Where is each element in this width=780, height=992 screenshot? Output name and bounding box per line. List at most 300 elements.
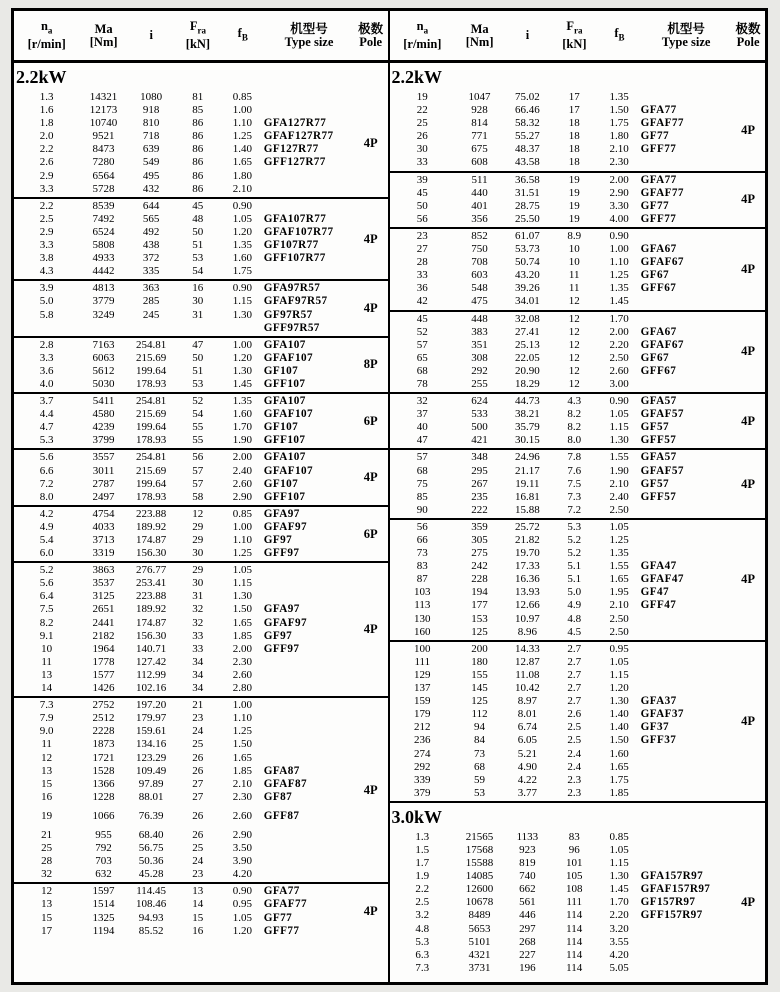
cell-i: 43.58 (515, 156, 540, 169)
cell-ma: 14085 (465, 870, 494, 883)
cell-fb: 1.10 (232, 534, 252, 546)
header-fb (221, 27, 264, 45)
cell-type (264, 725, 354, 738)
cell-na: 100 (414, 642, 431, 655)
cell-type (641, 613, 732, 626)
cell-type: GFF67 (640, 364, 677, 377)
cell-fb: 1.40 (609, 721, 629, 734)
cell-fra: 108 (565, 883, 583, 896)
cell-i: 6.05 (517, 734, 537, 747)
cell-type (641, 831, 732, 844)
cell-fb: 2.10 (609, 477, 629, 490)
cell-type: GFA77 (640, 173, 677, 186)
cell-i: 102.16 (136, 682, 167, 695)
cell-fra: 29 (192, 534, 204, 546)
cell-ma: 771 (471, 130, 488, 143)
cell-na: 130 (414, 612, 431, 625)
cell-fb: 1.15 (609, 857, 629, 870)
table-row (390, 130, 732, 143)
cell-fb: 3.20 (609, 922, 629, 935)
cell-pole: 4P (741, 122, 756, 137)
row-group (390, 518, 766, 640)
cell-fra: 55 (192, 421, 204, 434)
header-fb-label: $f_B$ (237, 25, 248, 43)
cell-ma: 1325 (92, 911, 115, 924)
cell-na: 33 (416, 269, 428, 282)
cell-type: GFF107 (263, 434, 306, 447)
cell-fb: 1.30 (232, 364, 252, 377)
cell-fra: 2.6 (567, 708, 582, 721)
table-row (390, 656, 732, 669)
power-section (390, 801, 766, 976)
cell-type: GFAF77 (263, 898, 307, 911)
cell-type (641, 534, 732, 547)
cell-ma: 94 (474, 721, 486, 734)
cell-type: GF77 (263, 911, 293, 924)
cell-fra: 23 (192, 868, 204, 881)
table-row (14, 395, 354, 408)
cell-fb: 1.80 (609, 130, 629, 143)
cell-i: 50.36 (138, 855, 164, 868)
cell-na: 45 (416, 186, 428, 199)
cell-na: 78 (416, 377, 428, 390)
cell-i: 1133 (516, 830, 539, 843)
cell-na: 45 (416, 312, 428, 325)
table-row (14, 226, 354, 239)
cell-fra: 58 (192, 490, 204, 503)
cell-na: 339 (414, 773, 431, 786)
table-row (390, 870, 732, 883)
cell-type: GF107 (263, 421, 299, 434)
table-row (390, 174, 732, 187)
cell-type: GFF107 (263, 377, 306, 390)
cell-i: 372 (142, 252, 160, 265)
cell-na: 212 (414, 721, 431, 734)
cell-type: GFF97 (263, 547, 300, 560)
cell-ma: 10740 (89, 117, 118, 130)
cell-type: GFAF67 (640, 256, 684, 269)
table-row (14, 478, 354, 491)
cell-i: 11.08 (515, 668, 540, 681)
table-row (14, 617, 354, 630)
cell-i: 254.81 (136, 338, 167, 351)
cell-fb: 1.30 (232, 590, 252, 603)
cell-type: GFA67 (640, 325, 677, 338)
cell-i: 58.32 (515, 117, 540, 130)
cell-i: 114.45 (136, 885, 167, 898)
cell-fb: 1.85 (609, 786, 629, 799)
cell-fb: 2.30 (232, 790, 252, 803)
cell-na: 66 (416, 534, 428, 546)
cell-type (264, 752, 354, 765)
cell-na: 5.0 (39, 295, 54, 308)
table-row (14, 547, 354, 560)
cell-type: GFA107 (263, 338, 306, 351)
cell-i: 36.58 (515, 173, 540, 186)
cell-i: 254.81 (136, 395, 167, 408)
cell-na: 2.9 (39, 169, 54, 182)
cell-type: GFF157R97 (640, 909, 703, 922)
header-type (641, 23, 731, 49)
cell-na: 13 (41, 764, 53, 777)
cell-na: 3.7 (39, 395, 54, 408)
cell-i: 335 (142, 265, 160, 278)
group-rows (390, 451, 732, 516)
cell-i: 6.74 (517, 721, 537, 734)
cell-na: 103 (414, 586, 431, 599)
cell-na: 13 (41, 668, 53, 681)
cell-i: 38.21 (515, 408, 540, 421)
table-row (14, 669, 354, 682)
cell-fra: 16 (192, 282, 204, 295)
cell-type (641, 761, 732, 774)
cell-fra: 2.7 (567, 695, 582, 708)
cell-na: 159 (414, 695, 431, 708)
cell-fb: 5.05 (609, 961, 629, 974)
cell-ma: 59 (474, 773, 486, 786)
cell-pole: 4P (741, 261, 756, 276)
table-row (390, 626, 732, 639)
cell-fb: 1.05 (232, 911, 252, 924)
cell-i: 923 (519, 843, 536, 856)
cell-fb: 2.10 (609, 143, 629, 156)
cell-i: 66.46 (515, 104, 540, 117)
cell-fra: 26 (192, 809, 204, 822)
cell-na: 2.5 (39, 212, 54, 225)
cell-na: 4.7 (39, 421, 54, 434)
cell-fb: 2.80 (232, 682, 252, 695)
cell-pole: 4P (363, 135, 378, 150)
cell-fb: 2.90 (609, 186, 629, 199)
cell-fb: 1.90 (609, 464, 629, 477)
cell-i: 268 (519, 935, 536, 948)
cell-fb: 1.75 (609, 117, 629, 130)
cell-type (264, 656, 354, 669)
cell-fb: 1.20 (232, 924, 252, 937)
cell-na: 113 (414, 599, 431, 612)
cell-i: 196 (519, 961, 536, 974)
cell-type (264, 855, 354, 868)
cell-na: 5.3 (415, 935, 430, 948)
cell-fra: 18 (568, 117, 580, 130)
table-row (14, 577, 354, 590)
cell-i: 438 (142, 239, 160, 252)
cell-ma (79, 322, 128, 335)
cell-ma: 359 (471, 520, 488, 533)
cell-na: 2.0 (39, 130, 54, 143)
row-group (14, 197, 388, 280)
cell-type (264, 669, 354, 682)
header-ma-label: Ma (94, 21, 113, 36)
cell-fb: 1.25 (609, 534, 629, 546)
cell-ma: 5411 (92, 395, 115, 408)
cell-fb: 2.00 (609, 325, 629, 338)
cell-ma: 5808 (92, 239, 115, 252)
cell-fb: 3.30 (609, 199, 629, 212)
cell-na: 37 (416, 408, 428, 421)
cell-na: 30 (416, 143, 428, 156)
cell-pole: 4P (741, 895, 756, 910)
table-row (390, 200, 732, 213)
cell-fb: 1.65 (609, 573, 629, 586)
table-right-half (390, 11, 766, 982)
header-na-label: $n_a$ (416, 19, 429, 36)
cell-na: 1.8 (39, 117, 54, 130)
cell-i: 276.77 (136, 564, 167, 577)
header-pole-label: 极数 (358, 21, 384, 36)
cell-fb: 1.05 (232, 212, 252, 225)
cell-ma: 6063 (92, 351, 115, 364)
cell-fra: 57 (192, 464, 204, 477)
table-row (390, 421, 732, 434)
header-pole-label: 极数 (735, 21, 761, 36)
cell-na: 28 (416, 256, 428, 269)
row-group (390, 171, 766, 227)
row-group (390, 392, 766, 448)
cell-na: 4.9 (39, 520, 54, 533)
header-pole-unit: Pole (736, 34, 760, 49)
cell-fra: 2.3 (567, 773, 582, 786)
header-i-label: i (149, 28, 153, 42)
cell-i: 22.05 (515, 351, 540, 364)
cell-na: 33 (416, 156, 428, 169)
power-section (14, 63, 388, 939)
cell-fb: 1.65 (232, 156, 252, 169)
table-row (390, 613, 732, 626)
cell-fra: 5.0 (567, 586, 582, 599)
cell-type (264, 682, 354, 695)
cell-fra: 26 (192, 828, 204, 841)
cell-fra: 32 (192, 603, 204, 616)
cell-fra: 4.8 (567, 612, 582, 625)
cell-ma: 5728 (92, 182, 115, 195)
group-rows (14, 508, 354, 560)
cell-fra: 18 (568, 156, 580, 169)
table-row (14, 725, 354, 738)
cell-fra: 12 (568, 377, 580, 390)
cell-fra: 30 (192, 547, 204, 560)
cell-fb: 1.40 (232, 143, 252, 156)
cell-ma: 351 (471, 338, 488, 351)
cell-fra: 101 (565, 857, 583, 870)
cell-ma: 3011 (92, 464, 115, 477)
cell-i: 75.02 (515, 91, 540, 103)
cell-type (641, 669, 732, 682)
cell-i: 8.97 (517, 695, 537, 708)
table-row (14, 491, 354, 504)
cell-i: 223.88 (136, 507, 167, 520)
cell-i: 25.50 (515, 212, 540, 225)
cell-fb: 2.90 (232, 490, 252, 503)
table-row (390, 156, 732, 169)
cell-na: 75 (416, 477, 428, 490)
cell-fra: 5.1 (567, 560, 582, 573)
cell-na: 7.3 (415, 961, 430, 974)
table-row (390, 643, 732, 656)
cell-i: 549 (142, 156, 160, 169)
cell-i: 565 (142, 212, 160, 225)
cell-na: 3.3 (39, 182, 54, 195)
cell-na: 1.7 (415, 857, 430, 870)
cell-na: 5.6 (39, 451, 54, 464)
cell-type (264, 738, 354, 751)
cell-fra: 86 (192, 156, 204, 169)
cell-na: 25 (416, 117, 428, 130)
table-row (14, 91, 354, 104)
cell-fra: 86 (192, 143, 204, 156)
cell-type: GF77 (640, 199, 669, 212)
table-row (390, 682, 732, 695)
cell-ma: 475 (471, 295, 488, 308)
cell-i: 156.30 (136, 629, 167, 642)
cell-i: 644 (142, 199, 160, 212)
header-fb (598, 27, 641, 45)
table-row (14, 842, 354, 855)
cell-type: GF37 (640, 721, 669, 734)
row-group (14, 90, 388, 197)
table-row (14, 885, 354, 898)
cell-na: 15 (41, 777, 53, 790)
cell-fb: 3.90 (232, 855, 252, 868)
cell-type: GFAF57 (640, 464, 684, 477)
cell-fb: 1.30 (609, 870, 629, 883)
cell-fb: 1.65 (609, 760, 629, 773)
cell-fra: 83 (568, 830, 580, 843)
cell-ma: 4321 (468, 948, 491, 961)
cell-ma: 2651 (92, 603, 115, 616)
table-row (14, 104, 354, 117)
group-rows (390, 831, 732, 975)
cell-fra: 114 (566, 922, 583, 935)
cell-fra: 56 (192, 451, 204, 464)
row-group (14, 448, 388, 504)
cell-fb: 1.00 (232, 338, 252, 351)
cell-ma: 814 (471, 117, 488, 130)
cell-i: 363 (142, 282, 160, 295)
table-row (14, 738, 354, 751)
cell-na (14, 322, 79, 335)
cell-type: GFA157R97 (640, 870, 704, 883)
cell-fb: 2.60 (232, 477, 252, 490)
section-title: 3.0kW (391, 806, 443, 827)
cell-ma: 180 (471, 655, 488, 668)
table-row (14, 912, 354, 925)
cell-na: 15 (41, 911, 53, 924)
cell-i: 25.72 (515, 520, 540, 533)
cell-fb: 2.10 (232, 182, 252, 195)
cell-fb: 1.35 (609, 91, 629, 103)
cell-ma: 200 (471, 642, 488, 655)
table-row (14, 656, 354, 669)
cell-fra: 2.7 (567, 668, 582, 681)
cell-ma: 2228 (92, 725, 115, 738)
cell-na: 6.3 (415, 948, 430, 961)
cell-i: 4.90 (517, 760, 537, 773)
cell-na: 2.2 (415, 883, 430, 896)
cell-fb: 1.50 (232, 738, 252, 751)
header-na-label: $n_a$ (40, 19, 53, 36)
cell-na: 83 (416, 560, 428, 573)
cell-ma: 421 (471, 434, 488, 447)
cell-na: 90 (416, 503, 428, 516)
table-row (14, 352, 354, 365)
cell-ma: 275 (471, 547, 488, 560)
cell-fra: 11 (568, 269, 580, 282)
cell-i: 108.46 (136, 898, 167, 911)
cell-na: 85 (416, 490, 428, 503)
cell-fra: 10 (568, 256, 580, 269)
cell-ma: 348 (471, 451, 488, 464)
table-row (390, 923, 732, 936)
cell-ma: 1514 (92, 898, 115, 911)
cell-ma: 3249 (92, 308, 115, 321)
cell-fra: 29 (192, 564, 204, 577)
cell-ma: 295 (471, 464, 488, 477)
cell-type (264, 104, 354, 117)
cell-fra: 7.2 (567, 503, 582, 516)
cell-i: 215.69 (136, 351, 167, 364)
cell-fb: 2.50 (609, 351, 629, 364)
cell-ma: 1194 (92, 924, 115, 937)
cell-fb: 2.20 (609, 909, 629, 922)
cell-fra: 57 (192, 477, 204, 490)
cell-na: 4.2 (39, 507, 54, 520)
cell-ma: 3125 (92, 590, 115, 603)
cell-type (641, 643, 732, 656)
cell-na: 137 (414, 682, 431, 695)
cell-na: 52 (416, 325, 428, 338)
cell-fb: 1.00 (232, 520, 252, 533)
cell-fra: 54 (192, 265, 204, 278)
cell-fb: 0.95 (609, 642, 629, 655)
cell-fb: 1.60 (609, 747, 629, 760)
cell-ma: 2441 (92, 616, 115, 629)
cell-na: 19 (41, 809, 53, 822)
cell-na: 6.0 (39, 547, 54, 560)
table-row (14, 465, 354, 478)
cell-fb: 4.00 (609, 212, 629, 225)
cell-ma: 17568 (465, 843, 494, 856)
cell-fb: 1.20 (232, 351, 252, 364)
cell-ma: 511 (471, 173, 488, 186)
cell-ma: 2787 (92, 477, 115, 490)
table-row (14, 534, 354, 547)
table-row (390, 857, 732, 870)
table-row (390, 143, 732, 156)
cell-type: GFAF77 (640, 117, 684, 130)
cell-ma: 53 (474, 786, 486, 799)
cell-type: GFAF77 (640, 186, 684, 199)
cell-i: 245 (142, 308, 160, 321)
table-row (390, 465, 732, 478)
cell-fra: 30 (192, 295, 204, 308)
header-ma (79, 23, 128, 49)
group-rows (390, 91, 732, 170)
row-group (14, 336, 388, 392)
table-row (14, 295, 354, 308)
cell-i: 31.51 (515, 186, 540, 199)
table-row (390, 787, 732, 800)
cell-fb: 1.45 (609, 295, 629, 308)
cell-na: 87 (416, 573, 428, 586)
table-row (390, 295, 732, 308)
cell-na: 17 (41, 924, 53, 937)
cell-fra: 86 (192, 182, 204, 195)
cell-i: 16.36 (515, 573, 540, 586)
cell-i: 88.01 (138, 790, 164, 803)
cell-ma: 2752 (92, 699, 115, 712)
cell-ma: 7492 (92, 212, 115, 225)
